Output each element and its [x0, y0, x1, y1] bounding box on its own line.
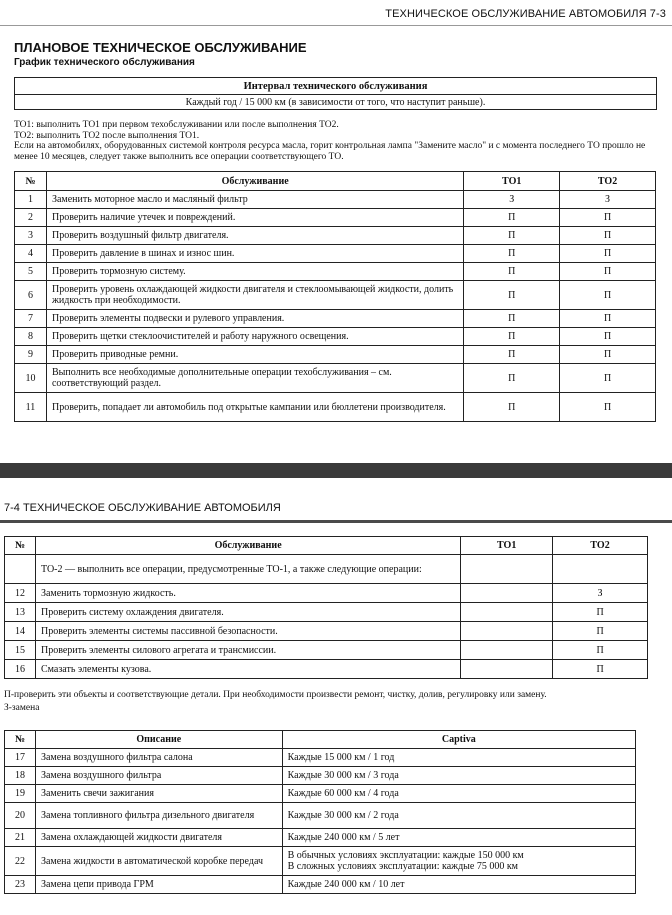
row-number: 2 [15, 209, 47, 227]
row-to1 [461, 641, 553, 660]
row-captiva [282, 749, 635, 767]
row-to1: З [464, 191, 560, 209]
row-task: Проверить наличие утечек и повреждений. [46, 209, 463, 227]
row-to2: П [560, 346, 656, 364]
row-description: Замена топливного фильтра дизельного двигателя [35, 803, 282, 829]
row-captiva [282, 785, 635, 803]
captiva-interval: Каждые 60 000 км / 4 года [287, 788, 399, 799]
row-number: 18 [5, 767, 36, 785]
row-to2: П [560, 281, 656, 310]
row-task: Проверить элементы силового агрегата и трансмиссии. [35, 641, 460, 660]
row-to1: П [464, 263, 560, 281]
row-number: 23 [5, 876, 36, 894]
row-to2: П [553, 641, 648, 660]
row-to2: З [560, 191, 656, 209]
table-row [5, 785, 636, 803]
row-to1: П [464, 364, 560, 393]
row-description: Замена воздушного фильтра салона [35, 749, 282, 767]
maintenance-table-2 [4, 536, 648, 679]
section-subtitle: График технического обслуживания [14, 57, 195, 68]
replacement-table [4, 730, 636, 894]
row-task: Выполнить все необходимые дополнительные операции техобслуживания – см. соответствующий раздел. [46, 364, 463, 393]
section-title: ПЛАНОВОЕ ТЕХНИЧЕСКОЕ ОБСЛУЖИВАНИЕ [14, 40, 307, 55]
table-row [5, 749, 636, 767]
row-to1: П [464, 328, 560, 346]
col-header-number: № [15, 172, 47, 191]
row-task: Проверить элементы подвески и рулевого управления. [46, 310, 463, 328]
row-to1: П [464, 227, 560, 245]
row-to1: П [464, 310, 560, 328]
table-row [5, 603, 648, 622]
col-header-captiva: Captiva [282, 731, 635, 749]
page-header [0, 0, 672, 26]
row-number: 10 [15, 364, 47, 393]
table-row [15, 191, 656, 209]
table-row [5, 876, 636, 894]
captiva-interval-severe: В сложных условиях эксплуатации: каждые 75 000 км [287, 861, 519, 872]
captiva-interval: Каждые 240 000 км / 10 лет [287, 879, 405, 890]
row-number: 20 [5, 803, 36, 829]
note-to1: ТО1: выполнить ТО1 при первом техобслуживании или после выполнения ТО2. [14, 120, 339, 130]
captiva-interval: Каждые 30 000 км / 2 года [287, 810, 399, 821]
row-task: Проверить, попадает ли автомобиль под открытые кампании или бюллетени производителя. [46, 393, 463, 422]
row-number: 6 [15, 281, 47, 310]
row-number: 8 [15, 328, 47, 346]
row-number: 4 [15, 245, 47, 263]
table-row-intro [5, 555, 648, 584]
col-header-to1: ТО1 [461, 537, 553, 555]
col-header-number: № [5, 537, 36, 555]
col-header-service: Обслуживание [46, 172, 463, 191]
row-to1: П [464, 245, 560, 263]
row-captiva [282, 829, 635, 847]
row-description: Замена цепи привода ГРМ [35, 876, 282, 894]
note-to2: ТО2: выполнить ТО2 после выполнения ТО1. [14, 130, 200, 141]
row-to1 [461, 603, 553, 622]
row-to2: П [553, 603, 648, 622]
running-header: ТЕХНИЧЕСКОЕ ОБСЛУЖИВАНИЕ АВТОМОБИЛЯ 7-3 [385, 8, 666, 20]
row-number: 11 [15, 393, 47, 422]
table-row [5, 641, 648, 660]
row-task: Заменить моторное масло и масляный фильтр [46, 191, 463, 209]
interval-value: Каждый год / 15 000 км (в зависимости от того, что наступит раньше). [15, 95, 657, 110]
row-number: 21 [5, 829, 36, 847]
row-number: 19 [5, 785, 36, 803]
table-row [5, 847, 636, 876]
row-to2: П [560, 328, 656, 346]
row-captiva [282, 876, 635, 894]
row-description: Заменить свечи зажигания [35, 785, 282, 803]
row-task: Проверить тормозную систему. [46, 263, 463, 281]
table-row [15, 245, 656, 263]
row-task: Проверить элементы системы пассивной безопасности. [35, 622, 460, 641]
row-number: 7 [15, 310, 47, 328]
row-task: Проверить давление в шинах и износ шин. [46, 245, 463, 263]
row-number: 15 [5, 641, 36, 660]
col-header-service: Обслуживание [35, 537, 460, 555]
row-to2: П [560, 245, 656, 263]
page-header-2 [0, 478, 672, 523]
row-number: 22 [5, 847, 36, 876]
row-number: 16 [5, 660, 36, 679]
table-row [5, 622, 648, 641]
interval-box [14, 77, 657, 110]
row-number: 14 [5, 622, 36, 641]
row-number: 9 [15, 346, 47, 364]
table-row [15, 209, 656, 227]
row-to2: П [560, 209, 656, 227]
row-captiva [282, 803, 635, 829]
note-oil-monitor: Если на автомобилях, оборудованных системой контроля ресурса масла, горит контрольная лампа "Замените масло" и с момента последнего ТО прошло не менее 10 месяцев, следует также выполнить все операции соответствующего ТО. [14, 141, 646, 162]
legend [4, 689, 664, 715]
row-to1: П [464, 209, 560, 227]
table-row [15, 263, 656, 281]
table-row [15, 393, 656, 422]
row-to2: П [560, 227, 656, 245]
page-divider [0, 463, 672, 478]
row-to2: П [560, 310, 656, 328]
table-row [15, 364, 656, 393]
legend-replace: З-замена [4, 703, 40, 713]
interval-heading: Интервал технического обслуживания [15, 78, 657, 95]
table-row [5, 829, 636, 847]
row-task: Проверить воздушный фильтр двигателя. [46, 227, 463, 245]
row-to2: П [553, 660, 648, 679]
legend-check: П-проверить эти объекты и соответствующие детали. При необходимости произвести ремонт, чистку, долив, регулировку или замену. [4, 690, 547, 700]
row-task: Проверить уровень охлаждающей жидкости двигателя и стеклоомывающей жидкости, долить жидкость при необходимости. [46, 281, 463, 310]
row-to1 [461, 622, 553, 641]
row-description: Замена воздушного фильтра [35, 767, 282, 785]
table-row [5, 803, 636, 829]
row-to2: П [560, 364, 656, 393]
table-row [15, 281, 656, 310]
table-row [5, 584, 648, 603]
row-to2: П [553, 622, 648, 641]
col-header-description: Описание [35, 731, 282, 749]
intro-text: ТО-2 — выполнить все операции, предусмотренные ТО-1, а также следующие операции: [35, 555, 460, 584]
row-to2: З [553, 584, 648, 603]
maintenance-table-1 [14, 171, 656, 422]
row-number: 12 [5, 584, 36, 603]
running-header-2: 7-4 ТЕХНИЧЕСКОЕ ОБСЛУЖИВАНИЕ АВТОМОБИЛЯ [4, 502, 281, 514]
captiva-interval: Каждые 15 000 км / 1 год [287, 752, 395, 763]
table-row [15, 346, 656, 364]
row-to2: П [560, 393, 656, 422]
row-to1 [461, 660, 553, 679]
row-to1: П [464, 346, 560, 364]
row-task: Заменить тормозную жидкость. [35, 584, 460, 603]
row-description: Замена жидкости в автоматической коробке передач [35, 847, 282, 876]
row-description: Замена охлаждающей жидкости двигателя [35, 829, 282, 847]
table-row [15, 227, 656, 245]
col-header-to1: ТО1 [464, 172, 560, 191]
row-task: Проверить щетки стеклоочистителей и работу наружного освещения. [46, 328, 463, 346]
row-to1: П [464, 281, 560, 310]
row-number: 17 [5, 749, 36, 767]
notes [14, 120, 664, 162]
table-row [5, 767, 636, 785]
col-header-to2: ТО2 [553, 537, 648, 555]
row-number: 5 [15, 263, 47, 281]
table-row [15, 328, 656, 346]
captiva-interval: В обычных условиях эксплуатации: каждые 150 000 км [287, 850, 524, 861]
row-captiva [282, 767, 635, 785]
row-to2: П [560, 263, 656, 281]
table-row [15, 310, 656, 328]
captiva-interval: Каждые 240 000 км / 5 лет [287, 832, 400, 843]
col-header-to2: ТО2 [560, 172, 656, 191]
row-to1 [461, 584, 553, 603]
row-captiva [282, 847, 635, 876]
row-number: 13 [5, 603, 36, 622]
table-row [5, 660, 648, 679]
row-task: Смазать элементы кузова. [35, 660, 460, 679]
row-task: Проверить приводные ремни. [46, 346, 463, 364]
row-number: 1 [15, 191, 47, 209]
row-number: 3 [15, 227, 47, 245]
col-header-number: № [5, 731, 36, 749]
captiva-interval: Каждые 30 000 км / 3 года [287, 770, 399, 781]
row-task: Проверить систему охлаждения двигателя. [35, 603, 460, 622]
row-to1: П [464, 393, 560, 422]
